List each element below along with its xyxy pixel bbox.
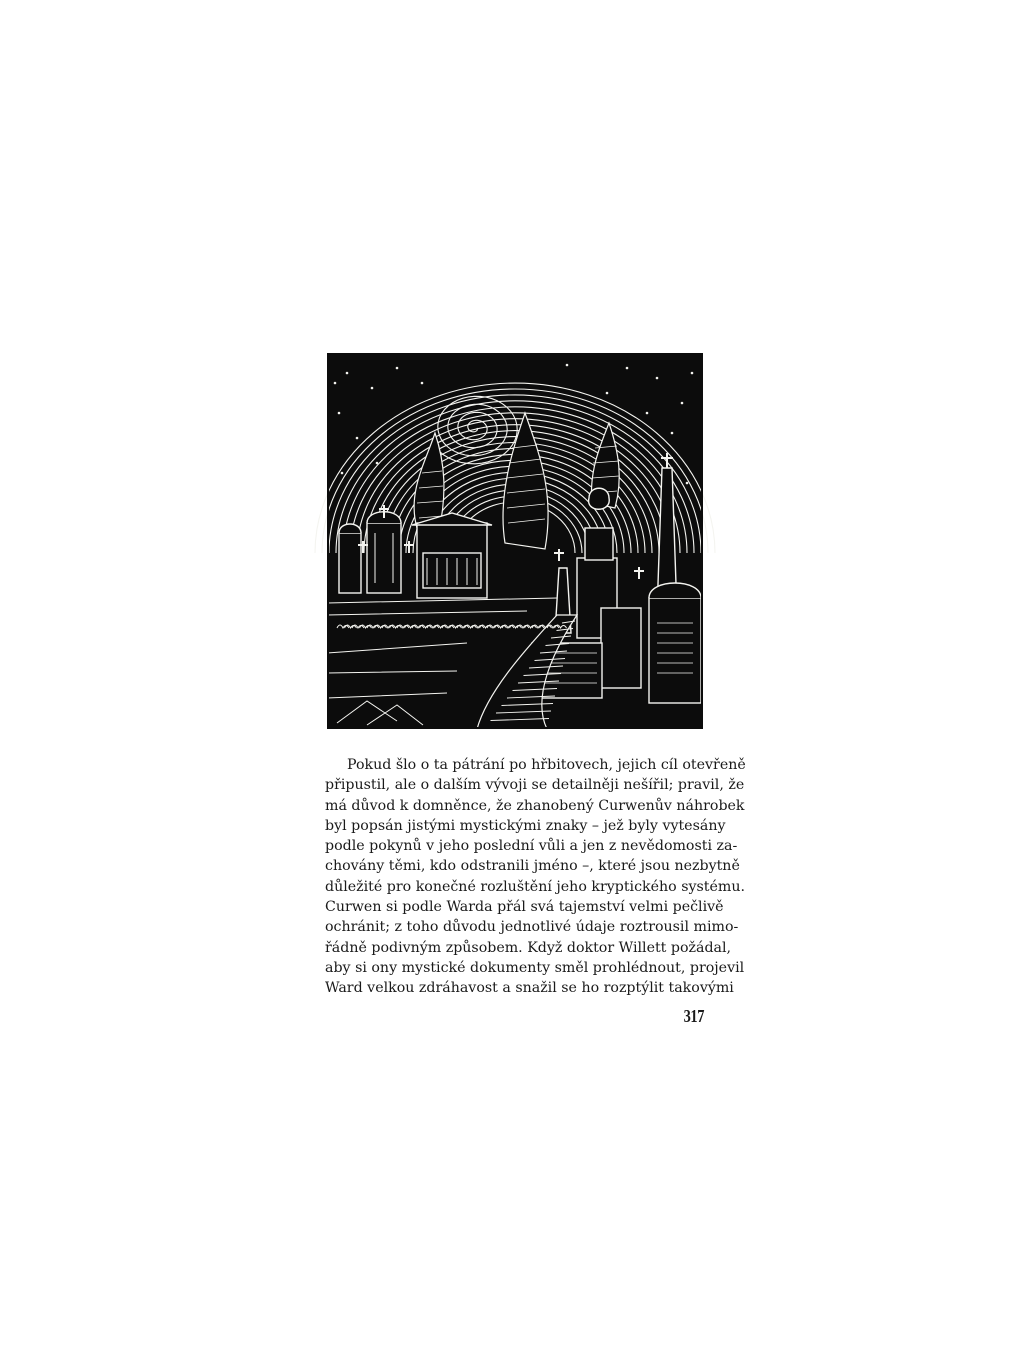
- body-text-line: má důvod k domněnce, že zhanobený Curwenův náhrobek: [325, 797, 745, 814]
- body-text-line: důležité pro konečné rozluštění jeho kryptického systému.: [325, 878, 745, 895]
- page-number: 317: [683, 1006, 704, 1026]
- body-text-line: Curwen si podle Warda přál svá tajemství velmi pečlivě: [325, 899, 724, 916]
- body-text-line: aby si ony mystické dokumenty směl prohlédnout, projevil: [325, 959, 745, 976]
- body-text-line: ochránit; z toho důvodu jednotlivé údaje roztrousil mimo-: [325, 919, 739, 936]
- body-text-line: řádně podivným způsobem. Když doktor Willett požádal,: [325, 939, 732, 956]
- body-text-line: chovány těmi, kdo odstranili jméno –, které jsou nezbytně: [325, 858, 740, 875]
- body-text: [325, 755, 746, 999]
- body-text-line: připustil, ale o dalším vývoji se detailněji nešířil; pravil, že: [325, 777, 745, 794]
- body-text-line: Pokud šlo o ta pátrání po hřbitovech, jejich cíl otevřeně: [347, 757, 746, 773]
- body-text-line: Ward velkou zdráhavost a snažil se ho rozptýlit takovými: [325, 980, 734, 997]
- body-text-line: podle pokynů v jeho poslední vůli a jen z nevědomosti za-: [325, 838, 738, 855]
- cemetery-woodcut: [327, 353, 703, 729]
- woodcut-illustration: [327, 353, 703, 729]
- body-text-line: byl popsán jistými mystickými znaky – jež byly vytesány: [325, 817, 726, 834]
